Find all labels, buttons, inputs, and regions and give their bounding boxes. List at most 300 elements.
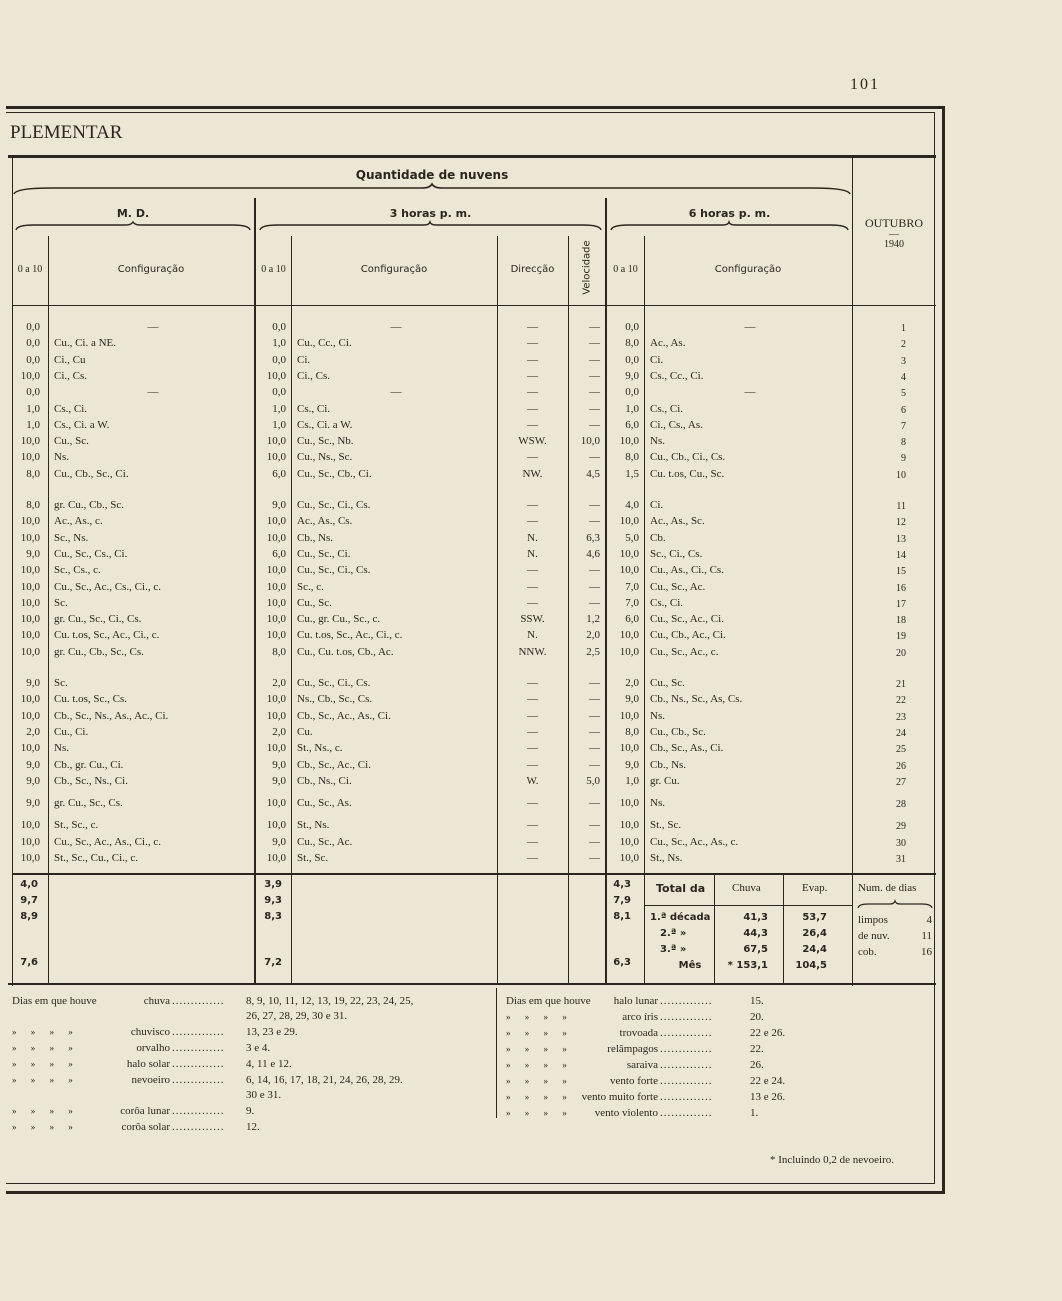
legend-prefix: » » » » (12, 1122, 79, 1132)
header-rule (12, 305, 936, 306)
md-configuration: Cu., Ci. a NE. (54, 337, 117, 350)
6h-configuration: Cu., Sc., Ac., Ci. (650, 613, 724, 626)
legend-prefix: » » » » (506, 1076, 573, 1086)
v-rule-md-q (48, 236, 49, 983)
wind-direction: N. (527, 531, 538, 544)
6h-quantity: 1,0 (625, 774, 639, 787)
day-number: 29 (896, 821, 906, 833)
legend-prefix: » » » » (12, 1043, 79, 1053)
legend-dots: .............. (660, 1107, 713, 1119)
day-number: 24 (896, 727, 906, 739)
wind-direction: — (527, 353, 538, 366)
3h-configuration: Cs., Ci. a W. (297, 418, 353, 431)
md-quantity: 8,0 (26, 499, 40, 511)
md-quantity: 10,0 (20, 693, 40, 706)
subheader-direction: Direcção (510, 264, 555, 275)
legend-days: 13, 23 e 29. (246, 1026, 298, 1038)
legend-label: halo solar (126, 1058, 170, 1070)
header-md: M. D. (116, 207, 150, 220)
legend-days: 3 e 4. (246, 1042, 271, 1054)
md-configuration: Ci., Cu (54, 353, 86, 366)
legend-days: 8, 9, 10, 11, 12, 13, 19, 22, 23, 24, 25, (246, 995, 414, 1007)
md-configuration: gr. Cu., Sc., Cs. (54, 797, 123, 810)
md-configuration: St., Sc., Cu., Ci., c. (54, 852, 139, 864)
summary-rain-rule (644, 905, 852, 906)
md-quantity: 10,0 (20, 852, 40, 864)
md-quantity: 9,0 (26, 797, 40, 810)
3h-configuration: Cu., Sc., Ci., Cs. (297, 564, 371, 577)
md-quantity: 10,0 (20, 613, 40, 626)
md-quantity: 1,0 (26, 402, 40, 415)
header-month-dash: — (889, 229, 899, 240)
3h-configuration: Cu. t.os, Sc., Ac., Ci., c. (297, 629, 403, 642)
wind-direction: — (527, 386, 538, 399)
md-configuration: Cu., Sc., Ac., Cs., Ci., c. (54, 580, 161, 593)
legend-days: 4, 11 e 12. (246, 1058, 292, 1070)
legend-label: corôa solar (121, 1121, 170, 1133)
legend-days: 20. (750, 1011, 764, 1023)
wind-direction: — (527, 402, 538, 415)
day-number: 12 (896, 517, 906, 529)
3h-quantity: 10,0 (266, 613, 286, 626)
6h-configuration: Ns. (650, 435, 665, 448)
md-configuration: gr. Cu., Cb., Sc. (54, 499, 124, 511)
wind-velocity: 5,0 (586, 774, 600, 787)
3h-configuration: Cb., Ns., Ci. (297, 774, 352, 787)
legend-label: orvalho (136, 1042, 170, 1054)
brace-days (856, 900, 934, 910)
6h-configuration: Ns. (650, 709, 665, 722)
legend-days: 22 e 24. (750, 1075, 786, 1087)
6h-configuration: Cu., Cb., Sc. (650, 725, 706, 738)
3h-configuration: Ci., Cs. (297, 369, 331, 382)
md-quantity: 0,0 (26, 337, 40, 350)
legend-prefix: » » » » (506, 1028, 573, 1038)
day-number: 13 (896, 533, 906, 545)
md-configuration: gr. Cu., Sc., Ci., Cs. (54, 613, 142, 626)
wind-direction: — (527, 515, 538, 528)
md-quantity: 10,0 (20, 564, 40, 577)
6h-configuration: Ac., As., Sc. (650, 515, 705, 528)
wind-velocity: — (589, 797, 600, 810)
subheader-6h-config: Configuração (714, 264, 782, 275)
md-configuration: Ci., Cs. (54, 369, 88, 382)
h6-mean: 7,9 (613, 895, 631, 906)
3h-configuration: Ns., Cb., Sc., Cs. (297, 693, 373, 706)
3h-quantity: 10,0 (266, 564, 286, 577)
6h-configuration: — (744, 321, 756, 333)
wind-direction: — (527, 677, 538, 689)
md-quantity: 2,0 (26, 725, 40, 738)
legend-days: 1. (750, 1107, 759, 1119)
3h-quantity: 9,0 (272, 758, 286, 771)
6h-quantity: 0,0 (625, 353, 639, 366)
6h-quantity: 7,0 (625, 596, 639, 609)
md-configuration: — (147, 386, 159, 399)
subheader-6h-qty: 0 a 10 (613, 264, 638, 275)
6h-configuration: Cb., Ns., Sc., As, Cs. (650, 693, 743, 706)
3h-quantity: 0,0 (272, 386, 286, 399)
6h-configuration: Ci., Cs., As. (650, 418, 703, 431)
md-mean: 9,7 (20, 895, 38, 906)
6h-quantity: 10,0 (619, 629, 639, 642)
md-quantity: 0,0 (26, 321, 40, 333)
rain-evap-value: 53,7 (802, 912, 827, 923)
day-number: 11 (896, 501, 906, 512)
legend-prefix: » » » » (506, 1044, 573, 1054)
day-number: 2 (901, 339, 906, 351)
6h-quantity: 6,0 (625, 418, 639, 431)
day-number: 20 (896, 647, 906, 659)
md-configuration: Cu., Sc. (54, 435, 89, 448)
wind-velocity: 2,5 (586, 645, 600, 658)
day-number: 27 (896, 776, 906, 788)
md-quantity: 10,0 (20, 369, 40, 382)
md-configuration: Cu., Sc., Ac., As., Ci., c. (54, 835, 161, 848)
legend-divider (496, 988, 497, 1118)
6h-quantity: 9,0 (625, 693, 639, 706)
legend-prefix: » » » » (506, 1060, 573, 1070)
legend-label: vento muito forte (581, 1091, 658, 1103)
summary-v-rule-1 (644, 875, 645, 983)
day-number: 21 (896, 679, 906, 690)
md-quantity: 10,0 (20, 531, 40, 544)
wind-direction: — (527, 852, 538, 864)
day-number: 1 (901, 323, 906, 334)
md-quantity: 1,0 (26, 418, 40, 431)
6h-quantity: 10,0 (619, 835, 639, 848)
day-number: 18 (896, 615, 906, 627)
6h-configuration: gr. Cu. (650, 774, 680, 787)
6h-configuration: Ns. (650, 797, 665, 810)
wind-velocity: — (589, 451, 600, 464)
wind-velocity: 4,5 (586, 467, 600, 480)
wind-velocity: — (589, 596, 600, 609)
6h-configuration: Cu., Sc. (650, 677, 685, 689)
rain-header-evap: Evap. (802, 882, 828, 894)
day-number: 6 (901, 404, 906, 416)
legend-label: arco íris (622, 1011, 658, 1023)
day-number: 31 (896, 854, 906, 865)
md-quantity: 10,0 (20, 645, 40, 658)
brace-main (12, 184, 852, 196)
3h-quantity: 9,0 (272, 774, 286, 787)
legend-days: 13 e 26. (750, 1091, 786, 1103)
md-quantity: 10,0 (20, 629, 40, 642)
legend-prefix: » » » » (506, 1012, 573, 1022)
3h-configuration: Cu. (297, 725, 313, 738)
wind-direction: NW. (522, 467, 543, 480)
legend-prefix: » » » » (506, 1092, 573, 1102)
legend-dots: .............. (172, 1121, 225, 1133)
subheader-md-qty: 0 a 10 (17, 264, 43, 275)
wind-velocity: — (589, 402, 600, 415)
subheader-md-config: Configuração (117, 264, 185, 275)
6h-quantity: 10,0 (619, 819, 639, 832)
wind-velocity: — (589, 369, 600, 382)
legend-label: chuvisco (130, 1026, 170, 1038)
wind-velocity: 2,0 (586, 629, 600, 642)
days-label: cob. (858, 946, 877, 958)
days-value: 16 (921, 946, 932, 958)
h3-mean: 7,2 (264, 957, 282, 968)
rain-evap-value: 26,4 (802, 928, 827, 939)
legend-days: 22. (750, 1043, 764, 1055)
6h-quantity: 6,0 (625, 613, 639, 626)
3h-configuration: Cu., Cc., Ci. (297, 337, 352, 350)
md-mean: 7,6 (20, 957, 38, 968)
6h-configuration: — (744, 386, 756, 399)
header-3h: 3 horas p. m. (389, 207, 472, 220)
3h-quantity: 9,0 (272, 835, 286, 848)
legend-dots: .............. (660, 995, 713, 1007)
3h-configuration: Cu., Sc., Cb., Ci. (297, 467, 372, 480)
md-quantity: 10,0 (20, 580, 40, 593)
md-configuration: Cu., Sc., Cs., Ci. (54, 547, 128, 560)
day-number: 14 (896, 549, 906, 561)
wind-direction: — (527, 451, 538, 464)
wind-direction: N. (527, 629, 538, 642)
md-quantity: 10,0 (20, 451, 40, 464)
md-quantity: 0,0 (26, 386, 40, 399)
day-number: 30 (896, 837, 906, 849)
day-number: 15 (896, 566, 906, 578)
legend-dots: .............. (660, 1011, 713, 1023)
3h-configuration: Cu., Sc., As. (297, 797, 352, 810)
subheader-velocity: Velocidade (581, 240, 593, 295)
wind-velocity: — (589, 819, 600, 832)
legend-label: nevoeiro (131, 1074, 170, 1086)
day-number: 7 (901, 420, 906, 432)
md-configuration: Cu. t.os, Sc., Ac., Ci., c. (54, 629, 160, 642)
subheader-3h-config: Configuração (360, 264, 428, 275)
md-quantity: 10,0 (20, 742, 40, 755)
3h-quantity: 0,0 (272, 353, 286, 366)
6h-configuration: Cb. (650, 531, 666, 544)
6h-configuration: Cb., Sc., As., Ci. (650, 742, 724, 755)
6h-quantity: 9,0 (625, 758, 639, 771)
3h-quantity: 1,0 (272, 337, 286, 350)
wind-direction: SSW. (520, 613, 545, 626)
legend-label: vento forte (610, 1075, 658, 1087)
6h-configuration: Cu., Cb., Ci., Cs. (650, 451, 726, 464)
wind-direction: — (527, 321, 538, 333)
wind-direction: — (527, 564, 538, 577)
3h-configuration: Sc., c. (297, 580, 324, 593)
6h-quantity: 0,0 (625, 386, 639, 399)
md-quantity: 10,0 (20, 835, 40, 848)
3h-quantity: 0,0 (272, 321, 286, 333)
6h-configuration: St., Ns. (650, 852, 683, 864)
legend-days: 26. (750, 1059, 764, 1071)
3h-quantity: 10,0 (266, 742, 286, 755)
day-number: 25 (896, 744, 906, 756)
legend-days: 9. (246, 1105, 255, 1117)
brace-3h (258, 222, 603, 232)
6h-quantity: 10,0 (619, 564, 639, 577)
3h-configuration: Cu., Ns., Sc. (297, 451, 353, 464)
wind-direction: N. (527, 547, 538, 560)
6h-configuration: Sc., Ci., Cs. (650, 547, 703, 560)
3h-configuration: Cb., Ns. (297, 531, 334, 544)
6h-quantity: 10,0 (619, 515, 639, 528)
wind-velocity: — (589, 758, 600, 771)
legend-days: 6, 14, 16, 17, 18, 21, 24, 26, 28, 29. (246, 1074, 403, 1086)
wind-direction: — (527, 758, 538, 771)
wind-velocity: 6,3 (586, 531, 600, 544)
3h-configuration: Cu., Sc. (297, 596, 332, 609)
legend-dots: .............. (172, 1026, 225, 1038)
6h-configuration: Cs., Ci. (650, 402, 684, 415)
legend-prefix: » » » » (506, 1108, 573, 1118)
v-rule-h6-q (644, 236, 645, 983)
legend-label: trovoada (619, 1027, 658, 1039)
3h-quantity: 10,0 (266, 693, 286, 706)
3h-configuration: St., Ns., c. (297, 742, 343, 755)
legend-days-cont: 26, 27, 28, 29, 30 e 31. (246, 1010, 348, 1022)
3h-configuration: Cb., Sc., Ac., As., Ci. (297, 709, 391, 722)
3h-quantity: 6,0 (272, 547, 286, 560)
footnote: * Incluindo 0,2 de nevoeiro. (770, 1154, 895, 1166)
md-configuration: Cb., Sc., Ns., As., Ac., Ci. (54, 709, 169, 722)
legend-prefix: Dias em que houve (506, 995, 591, 1007)
md-configuration: Sc., Ns. (54, 531, 89, 544)
md-quantity: 10,0 (20, 515, 40, 528)
6h-configuration: Cs., Cc., Ci. (650, 369, 704, 382)
h3-mean: 3,9 (264, 879, 282, 890)
6h-configuration: St., Sc. (650, 819, 682, 832)
legend-label: halo lunar (613, 995, 658, 1007)
legend-prefix: » » » » (12, 1059, 79, 1069)
md-configuration: St., Sc., c. (54, 819, 99, 832)
3h-quantity: 2,0 (272, 725, 286, 738)
wind-velocity: — (589, 418, 600, 431)
3h-quantity: 10,0 (266, 797, 286, 810)
header-6h: 6 horas p. m. (688, 207, 771, 220)
md-quantity: 8,0 (26, 467, 40, 480)
3h-quantity: 9,0 (272, 499, 286, 511)
6h-configuration: Ci. (650, 353, 664, 366)
wind-direction: — (527, 418, 538, 431)
h6-mean: 8,1 (613, 911, 631, 922)
header-year: 1940 (884, 239, 904, 250)
6h-quantity: 4,0 (625, 499, 639, 511)
rain-evap-value: 104,5 (795, 960, 827, 971)
3h-configuration: Cs., Ci. (297, 402, 331, 415)
day-number: 4 (901, 371, 906, 383)
wind-velocity: — (589, 580, 600, 593)
legend-dots: .............. (172, 1105, 225, 1117)
rain-evap-value: 24,4 (802, 944, 827, 955)
wind-direction: — (527, 819, 538, 832)
3h-configuration: St., Ns. (297, 819, 330, 832)
md-configuration: Ns. (54, 451, 69, 464)
wind-direction: — (527, 742, 538, 755)
3h-quantity: 10,0 (266, 451, 286, 464)
page-number: 101 (850, 76, 880, 93)
6h-configuration: Cu., Sc., Ac., As., c. (650, 835, 739, 848)
legend-dots: .............. (660, 1043, 713, 1055)
md-configuration: Sc. (54, 677, 68, 689)
legend-days: 12. (246, 1121, 260, 1133)
3h-quantity: 8,0 (272, 645, 286, 658)
3h-quantity: 2,0 (272, 677, 286, 689)
legend-dots: .............. (172, 995, 225, 1007)
section-title: PLEMENTAR (10, 122, 123, 143)
rain-header-total: Total da (656, 882, 706, 895)
3h-quantity: 10,0 (266, 629, 286, 642)
wind-velocity: — (589, 709, 600, 722)
wind-direction: — (527, 337, 538, 350)
3h-quantity: 10,0 (266, 531, 286, 544)
wind-velocity: — (589, 337, 600, 350)
legend-label: vento violento (594, 1107, 658, 1119)
6h-quantity: 8,0 (625, 725, 639, 738)
legend-label: relâmpagos (607, 1043, 658, 1055)
wind-direction: — (527, 709, 538, 722)
day-number: 16 (896, 582, 906, 594)
wind-direction: — (527, 369, 538, 382)
header-month: OUTUBRO (864, 216, 923, 230)
md-configuration: Ac., As., c. (54, 515, 103, 528)
wind-velocity: — (589, 677, 600, 689)
day-number: 10 (896, 469, 906, 481)
6h-quantity: 10,0 (619, 547, 639, 560)
legend-days-cont: 30 e 31. (246, 1089, 282, 1101)
h3-mean: 8,3 (264, 911, 282, 922)
wind-direction: — (527, 580, 538, 593)
wind-direction: — (527, 725, 538, 738)
wind-direction: — (527, 596, 538, 609)
3h-configuration: Ac., As., Cs. (297, 515, 353, 528)
day-number: 17 (896, 598, 906, 610)
legend-dots: .............. (172, 1042, 225, 1054)
h6-mean: 6,3 (613, 957, 631, 968)
md-configuration: Cb., gr. Cu., Ci. (54, 758, 124, 771)
day-number: 9 (901, 453, 906, 465)
6h-configuration: Cu., Cb., Ac., Ci. (650, 629, 726, 642)
wind-velocity: — (589, 321, 600, 333)
3h-quantity: 10,0 (266, 435, 286, 448)
6h-quantity: 0,0 (625, 321, 639, 333)
wind-direction: — (527, 835, 538, 848)
wind-velocity: — (589, 835, 600, 848)
brace-md (14, 222, 252, 232)
3h-configuration: Ci. (297, 353, 311, 366)
legend-dots: .............. (660, 1091, 713, 1103)
6h-configuration: Cu., Sc., Ac. (650, 580, 706, 593)
wind-velocity: — (589, 353, 600, 366)
6h-quantity: 1,0 (625, 402, 639, 415)
3h-configuration: Cu., Sc., Ac. (297, 835, 353, 848)
md-configuration: Cu., Ci. (54, 725, 89, 738)
md-configuration: Cb., Sc., Ns., Ci. (54, 774, 128, 787)
6h-configuration: Cu., Sc., Ac., c. (650, 645, 719, 658)
md-configuration: Cu. t.os, Sc., Cs. (54, 693, 128, 706)
3h-configuration: Cb., Sc., Ac., Ci. (297, 758, 371, 771)
6h-configuration: Ci. (650, 499, 664, 511)
wind-velocity: — (589, 564, 600, 577)
3h-quantity: 10,0 (266, 515, 286, 528)
day-number: 3 (901, 355, 906, 367)
3h-quantity: 10,0 (266, 580, 286, 593)
3h-quantity: 10,0 (266, 819, 286, 832)
days-value: 11 (921, 930, 932, 942)
6h-quantity: 10,0 (619, 852, 639, 864)
days-label: limpos (858, 914, 888, 926)
day-number: 22 (896, 695, 906, 707)
table-top-rule (8, 155, 936, 158)
